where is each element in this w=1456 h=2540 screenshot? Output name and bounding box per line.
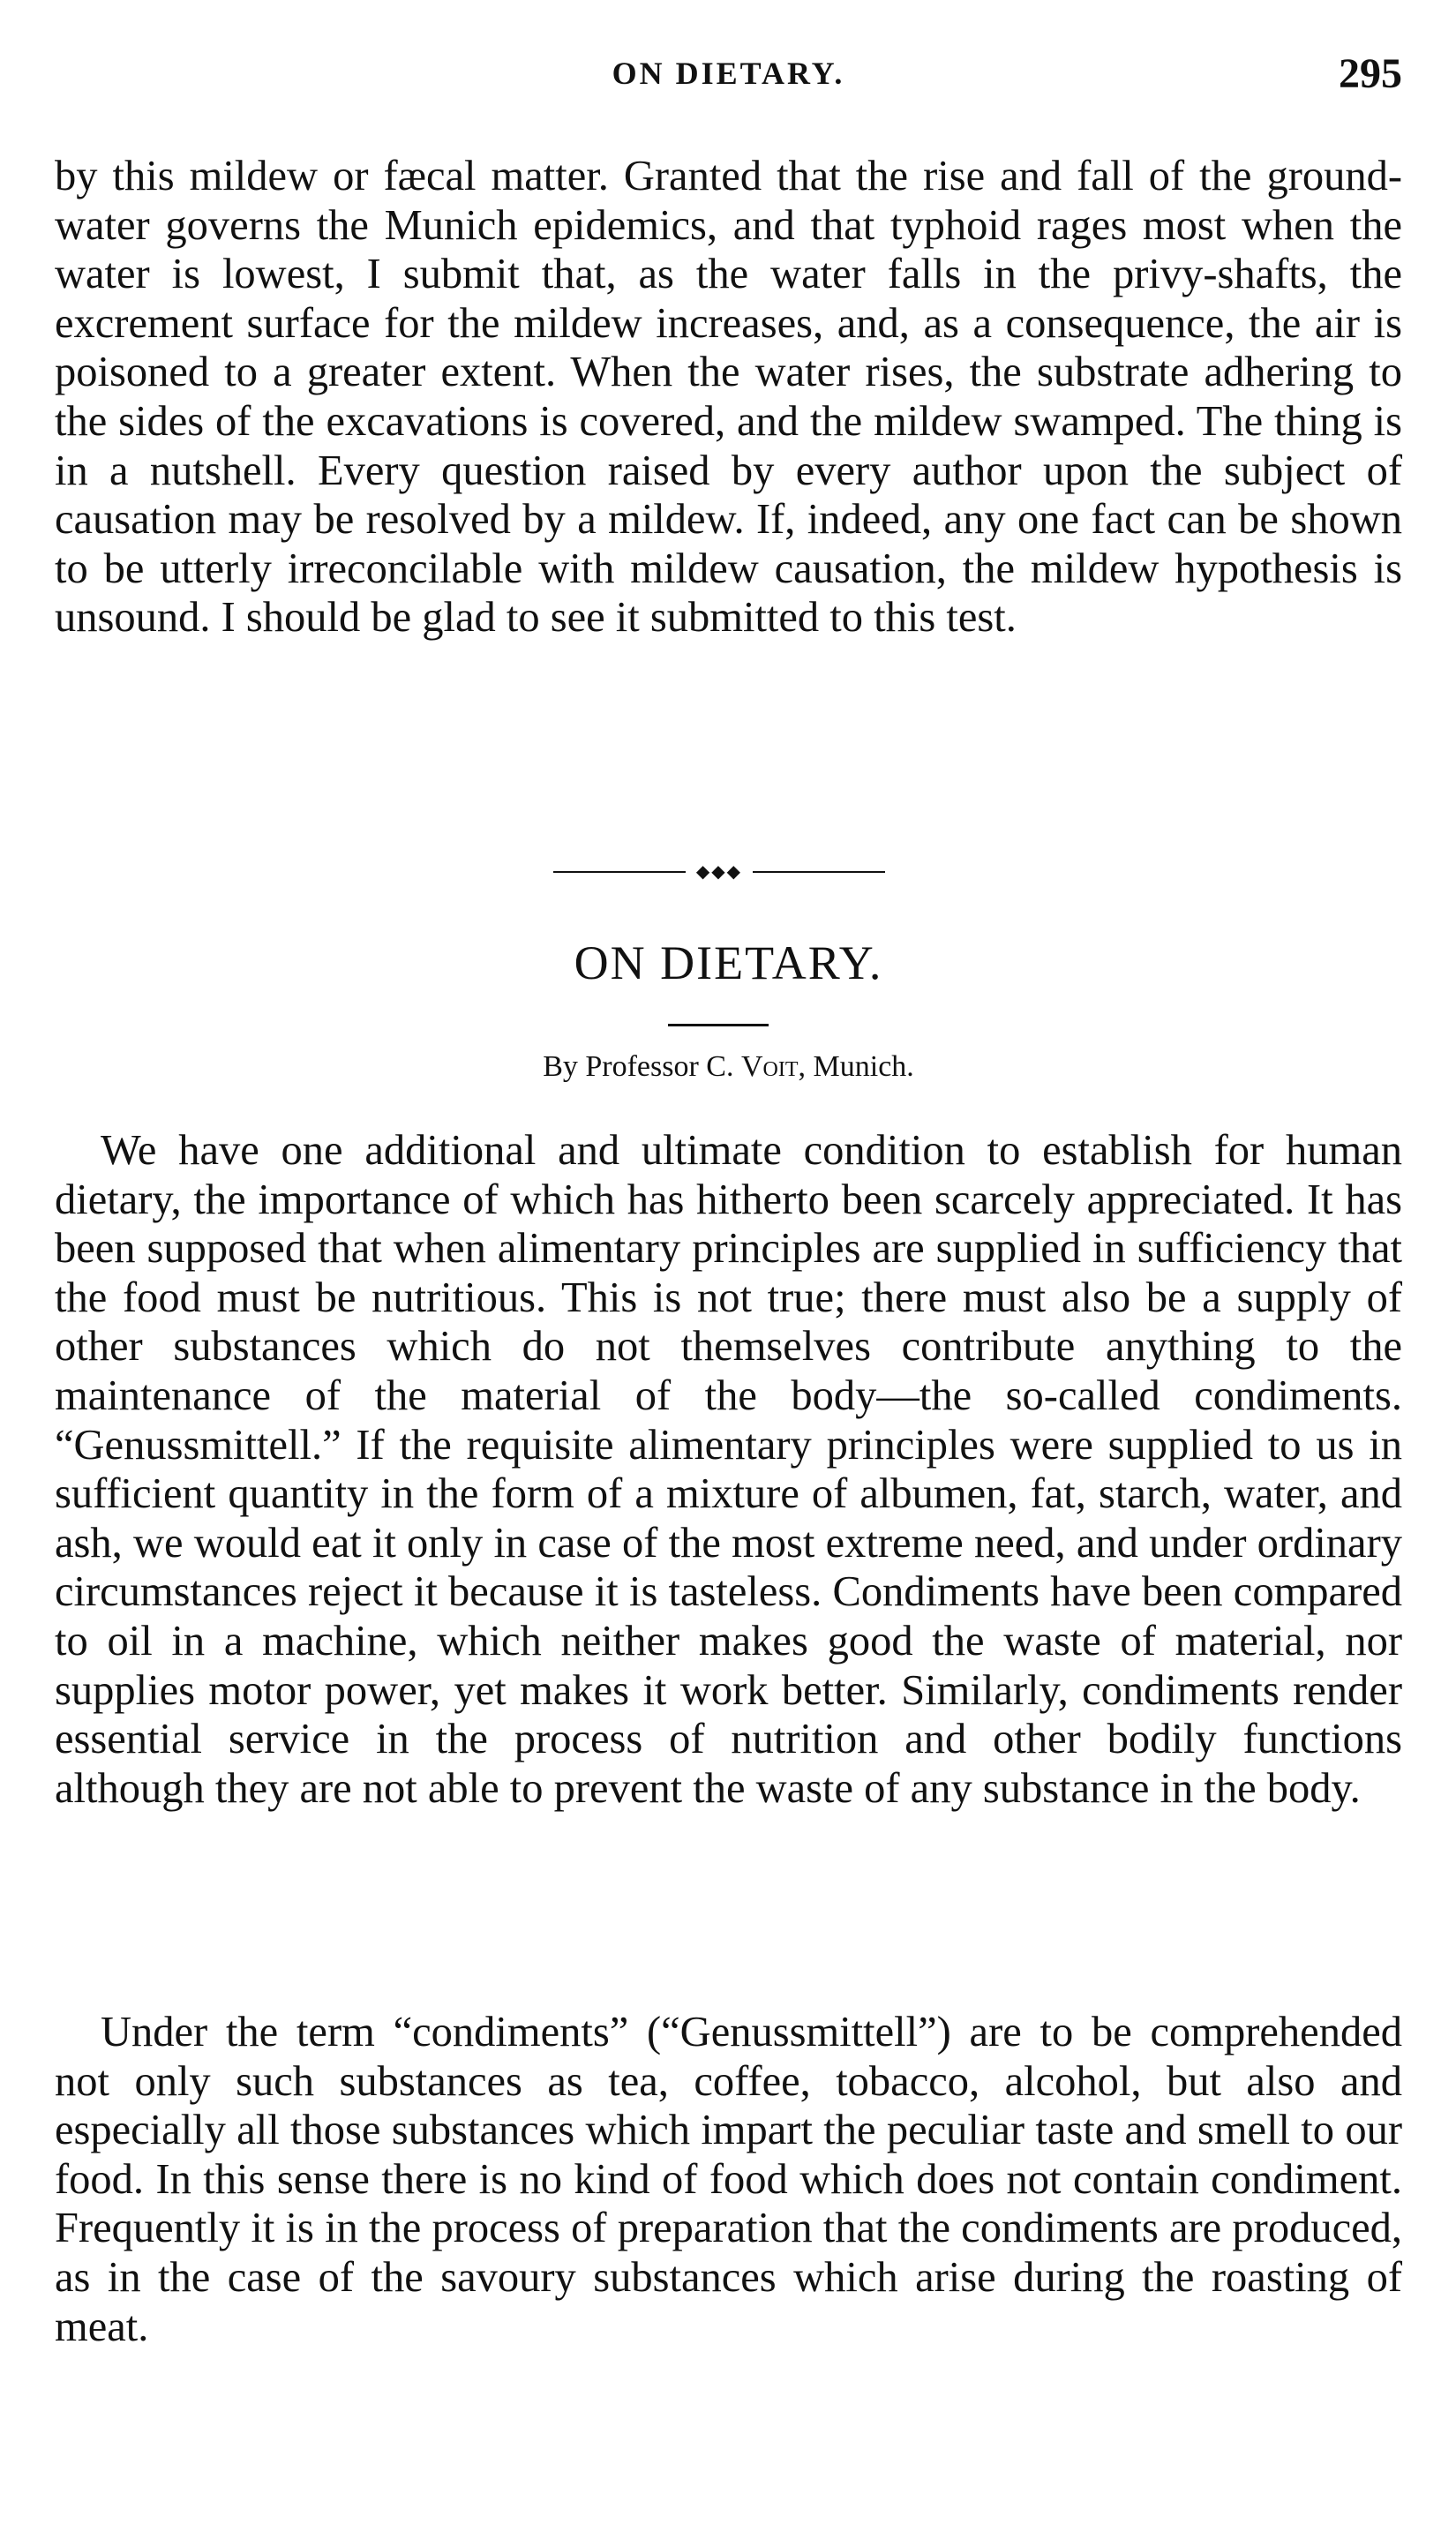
article-title: ON DIETARY. xyxy=(574,936,883,989)
article-paragraph-2: Under the term “condiments” (“Genussmittell”) are to be comprehended not only such substances as tea, coffee, tobacco, alcohol, but also and especially all those substances which impart the peculiar taste and smell to our food. In this sense there is no kind of food which does not contain condiment. Frequently it is in the process of preparation that the condiments are produced, as in the case of the savoury substances which arise during the roasting of meat. xyxy=(55,2009,1402,2350)
page-number: 295 xyxy=(1339,50,1402,97)
section-ornament xyxy=(553,863,885,881)
byline xyxy=(55,1050,1402,1084)
byline-suffix: , Munich. xyxy=(798,1050,914,1083)
running-head xyxy=(55,50,1402,108)
article-paragraph-1: We have one additional and ultimate condition to establish for human dietary, the importance of which has hitherto been scarcely appreciated. It has been supposed that when alimentary principles are supplied in sufficiency that the food must be nutritious. This is not true; there must also be a supply of other substances which do not themselves contribute anything to the maintenance of the material of the body—the so-called condiments. “Genussmittell.” If the requisite alimentary principles were supplied to us in sufficient quantity in the form of a mixture of albumen, fat, starch, water, and ash, we would eat it only in case of the most extreme need, and under ordinary circumstances reject it because it is tasteless. Condiments have been compared to oil in a machine, which neither makes good the waste of material, nor supplies motor power, yet makes it work better. Similarly, condiments render essential service in the process of nutrition and other bodily functions although they are not able to prevent the waste of any substance in the body. xyxy=(55,1127,1402,1812)
ornament-rule-right xyxy=(753,871,885,873)
ornament-rule-left xyxy=(553,871,686,873)
byline-prefix: By Professor C. xyxy=(543,1050,741,1083)
title-rule xyxy=(668,1024,769,1026)
byline-author: Voit xyxy=(740,1050,799,1083)
previous-article-closing-paragraph: by this mildew or fæcal matter. Granted that the rise and fall of the ground-water governs the Munich epidemics, and that typhoid rages most when the water is lowest, I submit that, as the water falls in the privy-shafts, the excrement surface for the mildew increases, and, as a consequence, the air is poisoned to a greater extent. When the water rises, the substrate adhering to the sides of the excavations is covered, and the mildew swamped. The thing is in a nutshell. Every question raised by every author upon the subject of causation may be resolved by a mildew. If, indeed, any one fact can be shown to be utterly irreconcilable with mildew causation, the mildew hypothesis is unsound. I should be glad to see it submitted to this test. xyxy=(55,153,1402,642)
running-title: ON DIETARY. xyxy=(612,56,845,91)
ornament-diamonds: ◆◆◆ xyxy=(695,862,743,882)
